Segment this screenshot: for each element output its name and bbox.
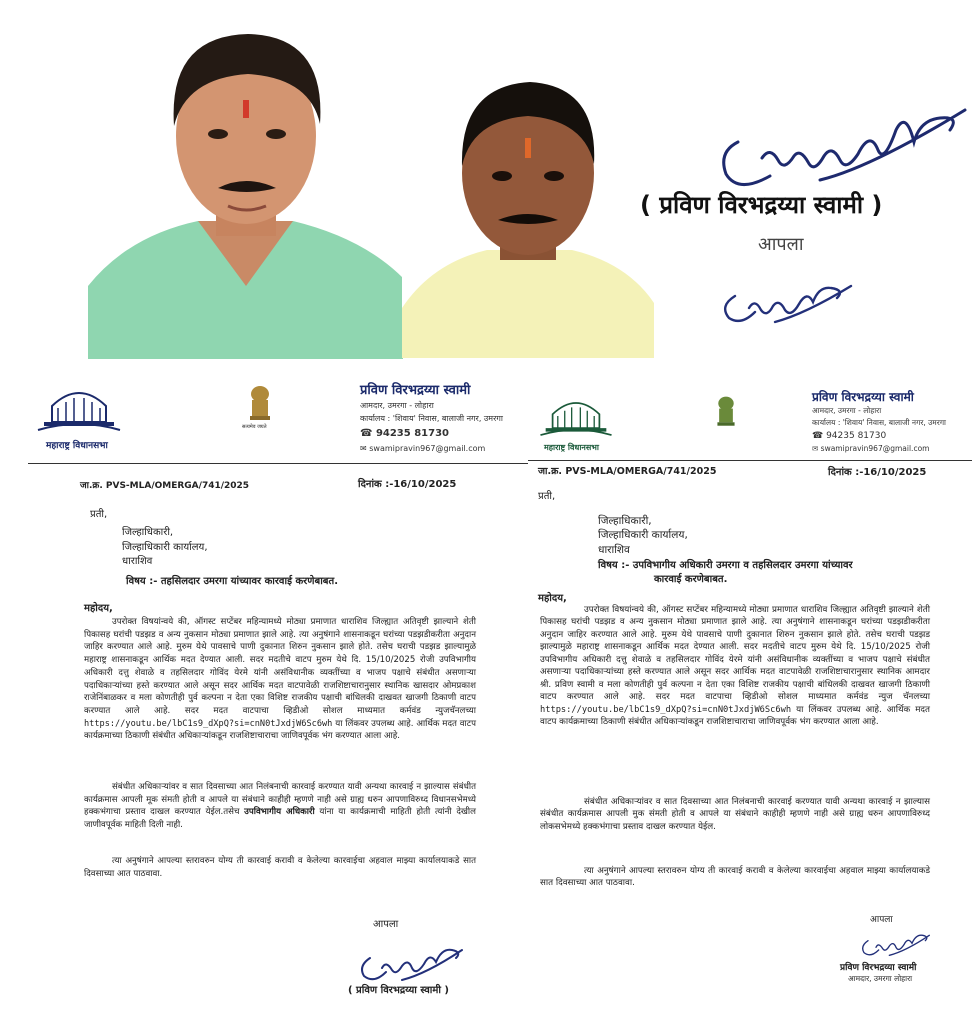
letterhead [28, 368, 528, 464]
logo-caption: महाराष्ट्र विधानसभा [46, 441, 108, 451]
email-address: ✉ swamipravin967@gmail.com [812, 444, 930, 453]
signature-name: ( प्रविण विरभद्रय्या स्वामी ) [640, 191, 883, 219]
salutation: महोदय, [538, 593, 567, 604]
reference-number: जा.क्र. PVS-MLA/OMERGA/741/2025 [538, 466, 717, 477]
addressee-line: जिल्हाधिकारी, [122, 527, 174, 538]
phone-number: ☎ 94235 81730 [812, 431, 887, 441]
mla-name: प्रविण विरभद्रय्या स्वामी [812, 390, 914, 404]
national-emblem-icon [714, 394, 738, 430]
video-link[interactable]: https://youtu.be/lbC1s9_dXpQ?si=cnN0tJxdjW6Sc6wh [540, 704, 792, 715]
portrait-photo-right [402, 58, 654, 358]
mla-designation: आमदार, उमरगा - लोहारा [360, 401, 434, 410]
closing-text: आपला [373, 919, 399, 930]
signature-image [854, 926, 934, 958]
body-paragraph-2: संबंधीत अधिकाऱ्यांवर व सात दिवसाच्या आत निलंबनाची कारवाई करण्यात यावी अन्यथा कारवाई न झाल्यास संबंधीत कार्यक्रमास आपली मुक संमती होती व आपले या संबंधाने काहीही म्हणणे नाही असे ग्राह्य धरुन आपणाविरुध्द लोकसभेमध्ये हक्कभंगाचा प्रस्ताव दाखल करण्यात येईल. [540, 797, 930, 832]
portrait-photo-left [88, 16, 403, 359]
signature-name: प्रविण विरभद्रय्या स्वामी [840, 963, 917, 973]
email-address: ✉ swamipravin967@gmail.com [360, 444, 486, 453]
to-label: प्रती, [90, 509, 108, 520]
letter-left [28, 368, 528, 1018]
body-paragraph-2: संबंधीत अधिकाऱ्यांवर व सात दिवसाच्या आत निलंबनाची कारवाई करण्यात यावी अन्यथा कारवाई न झाल्यास संबंधीत कार्यक्रमास आपली मूक संमती होती व आपले या संबंधाने काहीही म्हणणे नाही असे ग्राह्य धरुन आपणाविरुध्द विधानसभेमध्ये हक्कभंगाचा प्रस्ताव दाखल करण्यात येईल.तसेच उपविभागीय अधिकारी यांना या कार्यक्रमाची माहिती होती त्यांनी देखील जाणीवपूर्वक माहिती दिली नाही. [84, 782, 476, 831]
letter-date: दिनांक :-16/10/2025 [358, 479, 457, 490]
addressee-line: धाराशिव [598, 543, 630, 556]
addressee-line: जिल्हाधिकारी कार्यालय, [598, 529, 688, 542]
vidhan-sabha-logo-icon [34, 378, 124, 438]
closing-text: आपला [870, 915, 893, 925]
body-paragraph-3: त्या अनुषंगाने आपल्या स्तरावरुन योग्य ती कारवाई करावी व केलेल्या कारवाईचा अहवाल माझ्या कार्यालयाकडे सात दिवसाच्या आत पाठवावा. [540, 866, 930, 889]
reference-number: जा.क्र. PVS-MLA/OMERGA/741/2025 [80, 481, 250, 491]
addressee [598, 514, 688, 557]
letter-subject-line-1: विषय :- उपविभागीय अधिकारी उमरगा व तहसिलदार उमरगा यांच्यावर [598, 560, 853, 571]
addressee-line: जिल्हाधिकारी कार्यालय, [122, 541, 208, 553]
video-link[interactable]: https://youtu.be/lbC1s9_dXpQ?si=cnN0tJxdjW6Sc6wh [84, 718, 333, 729]
emblem-caption: सत्यमेव जयते [242, 424, 267, 430]
body-paragraph-1: उपरोक्त विषयांन्वये की, ऑगस्ट सप्टेंबर महिन्यामध्ये मोठ्या प्रमाणात धाराशिव जिल्ह्यात अतिवृष्टी झाल्याने शेती पिकासह घरांची पडझड व अन्य नुकसान मोठ्या प्रमाणात झाले आहे. त्या अनुषंगाने शासनाकडून घरांच्या पडझडीकरीता अनुदान जाहिर करण्यात आले आहे. मुरुम येथे पावसाचे पाणी दुकानात शिरुन नुकसान झाले होते. तसेच घराची पडझड झाल्यामुळे महाराष्ट्र शासनाकडून आर्थिक मदत देण्यात आली. सदर मदतीचे वाटप मुरुम येथे दि. 15/10/2025 रोजी उपविभागीय अधिकारी दत्तु शेवाळे व तहसिलदार गोविंद येरमे यांनी असंविधानीक व्यक्तींच्या व भाजप पक्षाचे संबंधीत असणाऱ्या पदाधिकाऱ्यांच्या हस्ते करण्यात आले असून सदर आर्थिक मदत वाटपावेळी राजशिष्टाचारानुसार स्थानिक खासदार ओमप्रकाश राजेनिंबाळकर व मला कोणतीही पुर्व कल्पना न देता एका विशिष्ट राजकीय पक्षाची बांधिलकी दाखवत खाजगी ठिकाणी वाटप करण्यात आले आहे. सदर मदत वाटपाचा व्हिडीओ सोशल माध्यमात कर्मवंड न्युजचॅनलच्या https://youtu.be/lbC1s9_dXpQ?si=cnN0tJxdjW6Sc6wh या लिंकवर उपलब्ध आहे. आर्थिक मदत वाटप कार्यक्रमाच्या ठिकाणी संबंधीत अधिकाऱ्यांकडून राजशिष्टाचाराचा जाणिवपूर्वक भंग करण्यात आला आहे. [84, 617, 476, 742]
office-address: कार्यालय : 'शिवाय' निवास, बालाजी नगर, उमरगा [360, 414, 503, 423]
phone-number: ☎ 94235 81730 [360, 428, 449, 439]
national-emblem-icon [246, 384, 274, 424]
signature-large-image [700, 90, 970, 200]
to-label: प्रती, [538, 491, 556, 502]
logo-caption: महाराष्ट्र विधानसभा [544, 443, 599, 452]
letterhead [528, 368, 972, 461]
office-address: कार्यालय : 'शिवाय' निवास, बालाजी नगर, उमरगा [812, 418, 946, 427]
addressee-line: धाराशिव [122, 556, 153, 567]
letter-right [528, 368, 972, 988]
signature-designation: आमदार, उमरगा लोहारा [848, 974, 913, 983]
closing-text: आपला [758, 234, 804, 255]
mla-designation: आमदार, उमरगा - लोहारा [812, 406, 882, 415]
salutation: महोदय, [84, 603, 113, 614]
signature-image [354, 936, 464, 984]
signature-name: ( प्रविण विरभद्रय्या स्वामी ) [348, 985, 449, 996]
addressee-line: जिल्हाधिकारी, [598, 515, 652, 527]
letter-date: दिनांक :-16/10/2025 [828, 467, 927, 478]
signature-small-image [715, 268, 855, 328]
body-paragraph-3: त्या अनुषंगाने आपल्या स्तरावरुन योग्य ती कारवाई करावी व केलेल्या कारवाईचा अहवाल माझ्या कार्यालयाकडे सात दिवसाच्या आत पाठवावा. [84, 856, 476, 879]
addressee [122, 526, 208, 570]
mla-name: प्रविण विरभद्रय्या स्वामी [360, 383, 471, 398]
letter-subject-line-2: कारवाई करणेबाबत. [654, 574, 728, 585]
letter-subject: विषय :- तहसिलदार उमरगा यांच्यावर कारवाई करणेबाबत. [126, 576, 338, 587]
vidhan-sabha-logo-icon [534, 390, 618, 442]
body-paragraph-1: उपरोक्त विषयांन्वये की, ऑगस्ट सप्टेंबर महिन्यामध्ये मोठ्या प्रमाणात धाराशिव जिल्ह्यात अतिवृष्टी झाल्याने शेती पिकासह घरांची पडझड व अन्य नुकसान मोठ्या प्रमाणात झाले आहे. त्या अनुषंगाने शासनाकडून घरांच्या पडझडीकरीता अनुदान जाहिर करण्यात आले आहे. मुरुम येथे पावसाचे पाणी दुकानात शिरुन नुकसान झाले होते. तसेच घराची पडझड झाल्यामुळे महाराष्ट्र शासनाकडून आर्थिक मदत देण्यात आली. सदर मदतीचे वाटप मुरुम येथे दि. 15/10/2025 रोजी उपविभागीय अधिकारी दत्तु शेवाळे व तहसिलदार गोविंद येरमे यांनी असंविधानीक व्यक्तींच्या व भाजप पक्षाचे संबंधीत असणाऱ्या पदाधिकाऱ्यांच्या हस्ते करण्यात आले असून सदर आर्थिक मदत वाटपावेळी राजशिष्टाचारानुसार स्थानिक आमदार श्री. प्रविण स्वामी व मला कोणतीही पुर्व कल्पना न देता एका विशिष्ट राजकीय पक्षाची बांधिलकी दाखवत खाजगी ठिकाणी वाटप करण्यात आले आहे. सदर मदत वाटपाचा व्हिडीओ सोशल माध्यमात कर्मवंड न्युज चॅनलच्या https://youtu.be/lbC1s9_dXpQ?si=cnN0tJxdjW6Sc6wh या लिंकवर उपलब्ध आहे. आर्थिक मदत वाटप कार्यक्रमाच्या ठिकाणी संबंधीत अधिकाऱ्यांकडून राजशिष्टाचाराचा जाणिवपूर्वक भंग करण्यात आला आहे. [540, 605, 930, 727]
